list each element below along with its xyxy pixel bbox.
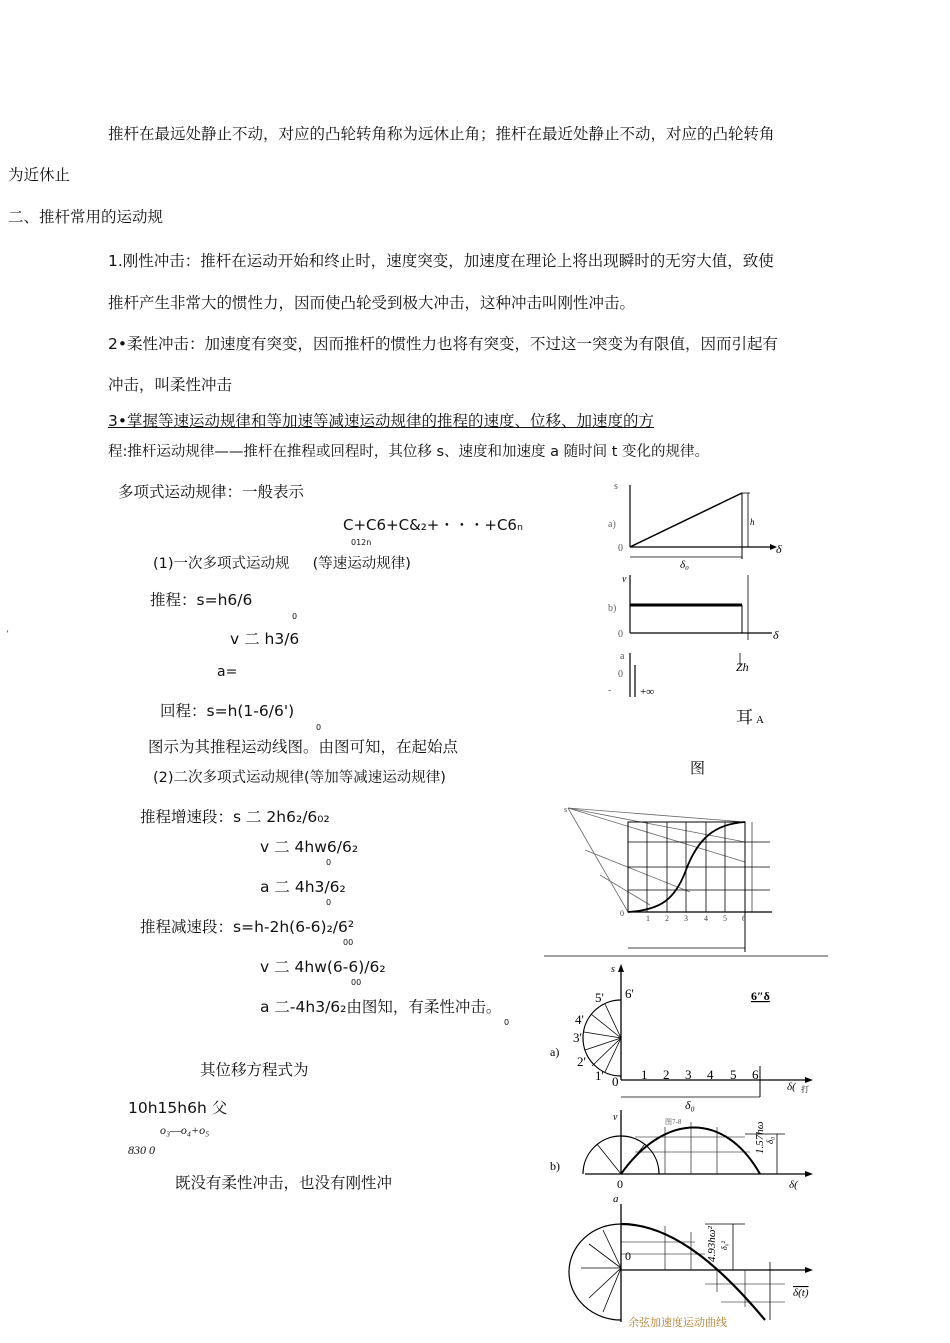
accel-phase-accel: a 二 4h3/6₂ xyxy=(260,878,346,896)
a-label-3: a xyxy=(613,1193,619,1205)
sub-zero-1: 0 xyxy=(292,612,298,621)
figure3-caption: 余弦加速度运动曲线 xyxy=(628,1316,727,1329)
first-order-push: 推程：s=h6/6 xyxy=(150,591,253,609)
displacement-line xyxy=(630,493,742,547)
tick-a-2: 2 xyxy=(663,1067,670,1082)
delta-label-1: δ xyxy=(776,542,782,556)
cut-off-line: 图示为其推程运动线图。由图可知，在起始点 xyxy=(148,738,459,756)
h-label: h xyxy=(750,517,755,527)
sub-zero-5: 0 xyxy=(504,1018,510,1027)
margin-mark: ‘ xyxy=(6,629,10,640)
tick-2: 2 xyxy=(665,914,669,923)
a-mark: a) xyxy=(608,519,616,530)
s-label: s xyxy=(614,481,618,492)
delta-label-2: δ xyxy=(773,628,779,642)
polynomial-equation: C+C6+C&₂+・・・+C6ₙ xyxy=(343,516,523,534)
position-equation-heading: 其位移方程式为 xyxy=(200,1061,309,1079)
constant-velocity-figure xyxy=(600,475,800,780)
flexible-impact-line-1: 2•柔性冲击：加速度有突变，因而推杆的惯性力也将有突变，不过这一突变为有限值，因而引起有 xyxy=(108,335,779,353)
tick-a-1: 1 xyxy=(641,1067,648,1082)
tick-3: 3 xyxy=(684,914,688,923)
polynomial-intro: 多项式运动规律：一般表示 xyxy=(118,483,305,501)
cosine-acceleration-figure xyxy=(545,962,820,1343)
sub-double-zero-2: 00 xyxy=(351,978,362,987)
acceleration-curve xyxy=(621,1224,765,1320)
tick-5: 5 xyxy=(723,914,727,923)
v-max-denominator: δ₀ xyxy=(765,1136,775,1144)
parabola-origin: 0 xyxy=(620,909,624,918)
first-order-heading-b: (等速运动规律) xyxy=(312,556,411,572)
tick-1: 1 xyxy=(646,914,650,923)
tick-6: 6 xyxy=(742,914,746,923)
half-circle-a xyxy=(583,1000,621,1076)
a-max-label: 4.93hω² xyxy=(706,1226,718,1262)
ear-glyph: 耳 xyxy=(736,708,753,727)
section-heading xyxy=(8,208,164,226)
sub-double-zero-1: 00 xyxy=(343,938,354,947)
paragraph-line-1: 推杆在最远处静止不动，对应的凸轮转角称为远休止角；推杆在最近处静止不动，对应的凸轮转角 xyxy=(108,125,775,143)
minus-mark: - xyxy=(608,685,612,696)
second-order-heading: (2)二次多项式运动规律(等加等减速运动规律) xyxy=(153,770,446,786)
b-mark-3: b) xyxy=(550,1159,560,1173)
decel-phase-velocity: v 二 4hw(6-6)/6₂ xyxy=(260,958,386,976)
c-mark: a xyxy=(620,651,625,662)
point-6: 6' xyxy=(625,986,634,1001)
point-3: 3' xyxy=(573,1030,582,1045)
tick-a-4: 4 xyxy=(707,1067,714,1082)
figure1-caption: 图 xyxy=(690,761,706,777)
fifth-order-equation: 10h15h6h 父 xyxy=(128,1099,228,1117)
origin-1: 0 xyxy=(618,543,623,554)
parabola-construction-figure xyxy=(540,800,830,960)
first-order-heading-a: (1)一次多项式运动规 xyxy=(153,556,290,572)
v-label: v xyxy=(622,574,627,585)
tick-a-5: 5 xyxy=(730,1067,737,1082)
origin-3: 0 xyxy=(618,669,623,680)
polynomial-subscripts: 012n xyxy=(351,538,372,547)
delta-t-b: δ( xyxy=(789,1179,798,1191)
tick-a-6: 6 xyxy=(752,1067,759,1082)
origin-2: 0 xyxy=(618,629,623,640)
tick-a-3: 3 xyxy=(685,1067,692,1082)
sub-zero-4: 0 xyxy=(326,898,332,907)
delta-t-a: δ( xyxy=(787,1081,796,1093)
accel-phase: 推程增速段：s 二 2h6₂/6₀₂ xyxy=(140,808,330,826)
sub-zero-3: 0 xyxy=(326,858,332,867)
origin-c: 0 xyxy=(625,1249,631,1263)
delta0-a: δ₀ xyxy=(685,1098,695,1112)
origin-b: 0 xyxy=(617,1177,623,1191)
fifth-order-denominators: o₃—o₄+o₅ xyxy=(160,1123,210,1137)
no-impact-line: 既没有柔性冲击，也没有刚性冲 xyxy=(175,1174,393,1192)
first-order-velocity: v 二 h3/6 xyxy=(230,630,300,648)
law-heading-line: 3•掌握等速运动规律和等加速等减速运动规律的推程的速度、位移、加速度的方 xyxy=(108,412,655,430)
v-label-3: v xyxy=(613,1112,618,1123)
flexible-impact-line-2: 冲击，叫柔性冲击 xyxy=(108,376,233,394)
figure-7-8-label: 图7-8 xyxy=(665,1118,682,1126)
point-5: 5' xyxy=(595,990,604,1005)
paragraph-line-1b: 为近休止 xyxy=(8,166,71,184)
zh-label: Zh xyxy=(736,660,749,674)
first-order-return: 回程：s=h(1-6/6') xyxy=(160,702,295,720)
half-circle-c xyxy=(569,1224,621,1320)
delta-t-c: δ(t) xyxy=(793,1287,809,1299)
a-max-denominator: δ₀² xyxy=(720,1241,729,1250)
a-mark-3: a) xyxy=(550,1045,560,1059)
sub-zero-2: 0 xyxy=(316,723,322,732)
law-definition-line: 程:推杆运动规律——推杆在推程或回程时，其位移 s、速度和加速度 a 随时间 t 变化的规律。 xyxy=(108,444,710,460)
rigid-impact-line-1: 1.刚性冲击：推杆在运动开始和终止时，速度突变，加速度在理论上将出现瞬时的无穷大值，致使 xyxy=(108,252,774,270)
decel-phase: 推程减速段：s=h-2h(6-6)₂/6² xyxy=(140,918,355,936)
point-4: 4' xyxy=(575,1012,584,1027)
fifth-order-bottom: 830 0 xyxy=(128,1143,155,1157)
da-mark: 打 xyxy=(801,1085,809,1094)
ear-a: A xyxy=(756,714,764,726)
plus-infinity: +∞ xyxy=(640,686,655,698)
accel-phase-velocity: v 二 4hw6/6₂ xyxy=(260,838,359,856)
parabola-s: s xyxy=(564,805,568,814)
tick-4: 4 xyxy=(704,914,708,923)
section-heading-text: 二、推杆常用的运动规 xyxy=(8,208,164,226)
top-right-label: 6″δ xyxy=(751,989,770,1003)
first-order-heading xyxy=(153,556,411,572)
point-2: 2' xyxy=(577,1054,586,1069)
decel-phase-accel: a 二-4h3/6₂由图知，有柔性冲击。 xyxy=(260,998,502,1016)
origin-a: 0 xyxy=(612,1074,619,1089)
s-label-3: s xyxy=(611,964,615,975)
velocity-curve xyxy=(621,1128,760,1175)
first-order-accel: a= xyxy=(217,664,238,680)
rigid-impact-line-2: 推杆产生非常大的惯性力，因而使凸轮受到极大冲击，这种冲击叫刚性冲击。 xyxy=(108,294,636,312)
delta0-label: δ₀ xyxy=(680,559,689,571)
v-max-label: 1.57hω xyxy=(754,1121,766,1154)
b-mark: b) xyxy=(608,603,617,614)
point-1: 1' xyxy=(595,1068,604,1083)
